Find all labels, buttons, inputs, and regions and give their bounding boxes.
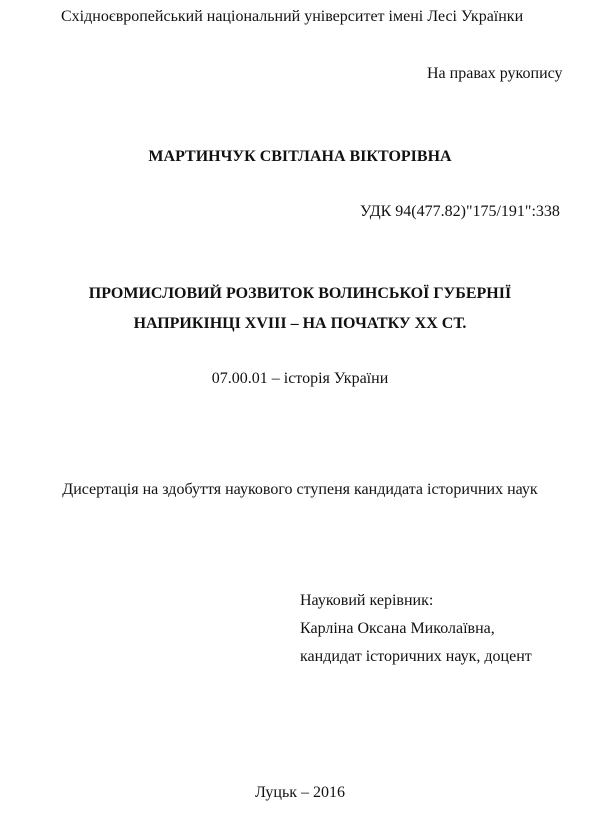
manuscript-rights-note: На правах рукопису (427, 65, 563, 82)
university-name: Східноєвропейський національний університет імені Лесі Українки (61, 8, 524, 25)
supervisor-credentials: кандидат історичних наук, доцент (300, 648, 532, 665)
dissertation-title-line-1: ПРОМИСЛОВИЙ РОЗВИТОК ВОЛИНСЬКОЇ ГУБЕРНІЇ (88, 285, 512, 302)
author-name: МАРТИНЧУК СВІТЛАНА ВІКТОРІВНА (148, 148, 452, 165)
degree-statement: Дисертація на здобуття наукового ступеня кандидата історичних наук (62, 481, 538, 498)
supervisor-name: Карліна Оксана Миколаївна, (300, 620, 495, 637)
specialty-code: 07.00.01 – історія України (211, 370, 389, 387)
supervisor-label: Науковий керівник: (300, 592, 434, 609)
place-and-year: Луцьк – 2016 (254, 784, 346, 801)
dissertation-title-line-2: НАПРИКІНЦІ XVIII – НА ПОЧАТКУ XX СТ. (133, 315, 467, 332)
udc-code: УДК 94(477.82)"175/191":338 (360, 203, 560, 220)
